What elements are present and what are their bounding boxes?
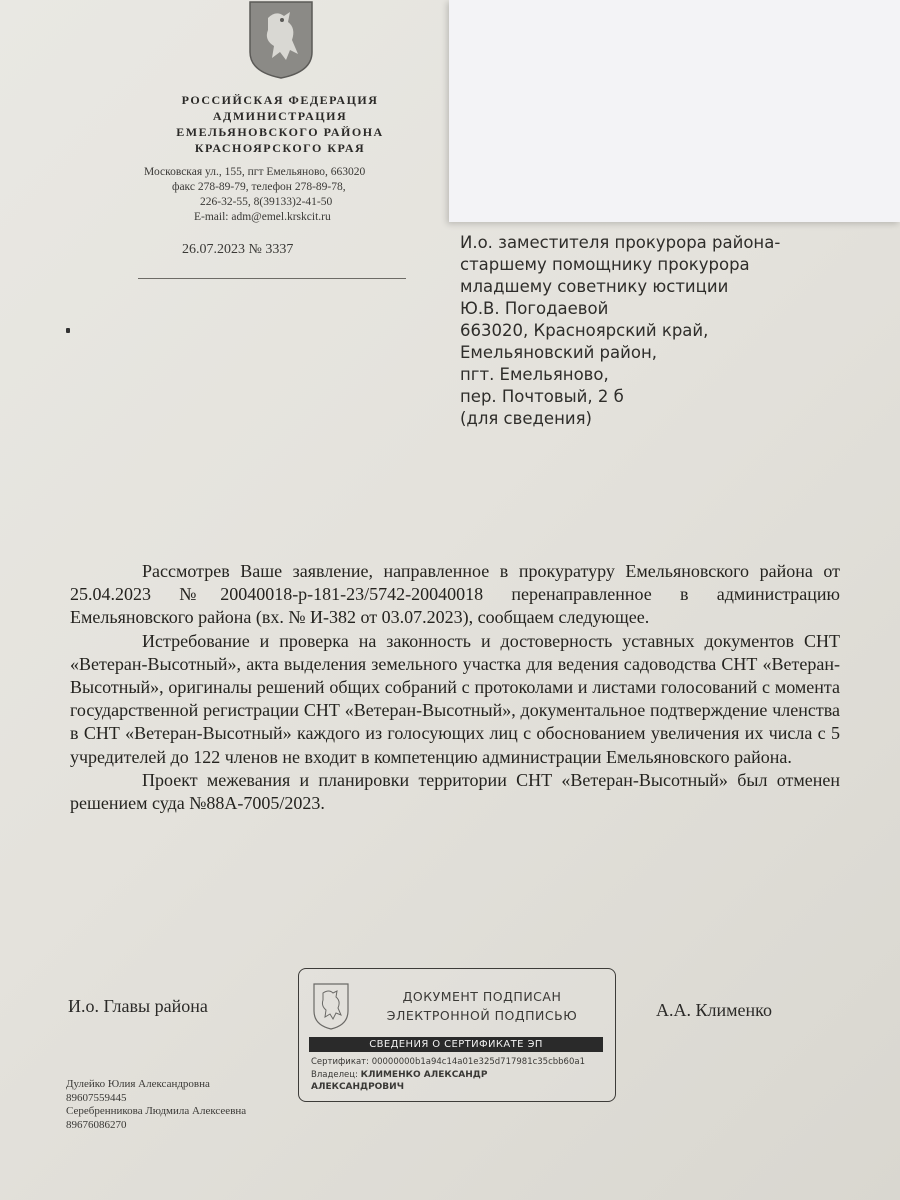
document-date-number: 26.07.2023 № 3337 [182, 242, 294, 257]
addressee-line: старшему помощнику прокурора [460, 255, 750, 274]
addressee-block [460, 232, 880, 430]
header-divider [138, 278, 406, 279]
header-region: КРАСНОЯРСКОГО КРАЯ [194, 141, 366, 155]
header-administration: АДМИНИСТРАЦИЯ [212, 109, 348, 123]
header-country: РОССИЙСКАЯ ФЕДЕРАЦИЯ [181, 93, 379, 107]
organization-header [120, 92, 440, 156]
signatory-position: И.о. Главы района [68, 996, 208, 1016]
stamp-owner-value-2: АЛЕКСАНДРОВИЧ [311, 1082, 404, 1092]
executor-phone: 89607559445 [66, 1091, 127, 1104]
coat-of-arms-icon [246, 0, 316, 80]
executor-phone: 89676086270 [66, 1118, 127, 1131]
addressee-line: Емельяновский район, [460, 343, 657, 362]
ink-mark [66, 328, 70, 333]
contact-phones-2: 226-32-55, 8(39133)2-41-50 [200, 196, 333, 208]
executor-name: Дулейко Юлия Александровна [66, 1078, 210, 1090]
stamp-certificate-row [311, 1056, 607, 1068]
executor-name: Серебренникова Людмила Алексеевна [66, 1105, 247, 1117]
stamp-cert-value: 00000000b1a94c14a01e325d717981c35cbb60a1 [371, 1057, 585, 1067]
stamp-owner-label: Владелец: [311, 1070, 358, 1080]
stamp-cert-label: Сертификат: [311, 1057, 369, 1067]
stamp-title [361, 987, 603, 1025]
stamp-owner-row-2 [311, 1081, 607, 1093]
addressee-line: И.о. заместителя прокурора района- [460, 233, 781, 252]
signatory-name: А.А. Клименко [656, 1000, 772, 1020]
body-paragraph: Проект межевания и планировки территории СНТ «Ветеран-Высотный» был отменен решением суда №88А-7005/2023. [70, 769, 840, 814]
addressee-line: пер. Почтовый, 2 б [460, 387, 624, 406]
addressee-line: 663020, Красноярский край, [460, 321, 709, 340]
contact-phones-1: факс 278-89-79, телефон 278-89-78, [172, 181, 346, 193]
electronic-signature-stamp [298, 968, 616, 1102]
organization-contacts [120, 165, 440, 225]
coat-of-arms-icon [311, 981, 351, 1031]
stamp-title-line2: ЭЛЕКТРОННОЙ ПОДПИСЬЮ [386, 1008, 578, 1023]
addressee-line: младшему советнику юстиции [460, 277, 729, 296]
overlapping-paper-sheet [449, 0, 900, 222]
header-district: ЕМЕЛЬЯНОВСКОГО РАЙОНА [176, 125, 384, 139]
stamp-certificate-header: СВЕДЕНИЯ О СЕРТИФИКАТЕ ЭП [309, 1037, 603, 1052]
body-paragraph: Истребование и проверка на законность и достоверность уставных документов СНТ «Ветеран-Высотный», акта выделения земельного участка для ведения садоводства СНТ «Ветеран-Высотный», оригиналы решений общих собраний с протоколами и листами голосований с момента государственной регистрации СНТ «Ветеран-Высотный», документальное подтверждение членства в СНТ «Ветеран-Высотный» каждого из голосующих лиц с обоснованием увеличения их числа с 5 учредителей до 122 членов не входит в компетенцию администрации Емельяновского района. [70, 630, 840, 767]
letter-body [70, 560, 840, 815]
stamp-owner-row [311, 1069, 607, 1081]
contact-email: E-mail: adm@emel.krskcit.ru [194, 211, 331, 223]
body-paragraph: Рассмотрев Ваше заявление, направленное в прокуратуру Емельяновского района от 25.04.2023 №20040018-р-181-23/5742-20040018 перенаправленное в администрацию Емельяновского района (вх. № И-382 от 03.07.2023), сообщаем следующее. [70, 561, 840, 628]
executors-block [66, 1078, 246, 1132]
stamp-owner-value: КЛИМЕНКО АЛЕКСАНДР [360, 1070, 488, 1080]
contact-address: Московская ул., 155, пгт Емельяново, 663020 [144, 166, 366, 178]
addressee-line: пгт. Емельяново, [460, 365, 609, 384]
stamp-title-line1: ДОКУМЕНТ ПОДПИСАН [402, 989, 562, 1004]
addressee-line: (для сведения) [460, 409, 592, 428]
addressee-line: Ю.В. Погодаевой [460, 299, 609, 318]
